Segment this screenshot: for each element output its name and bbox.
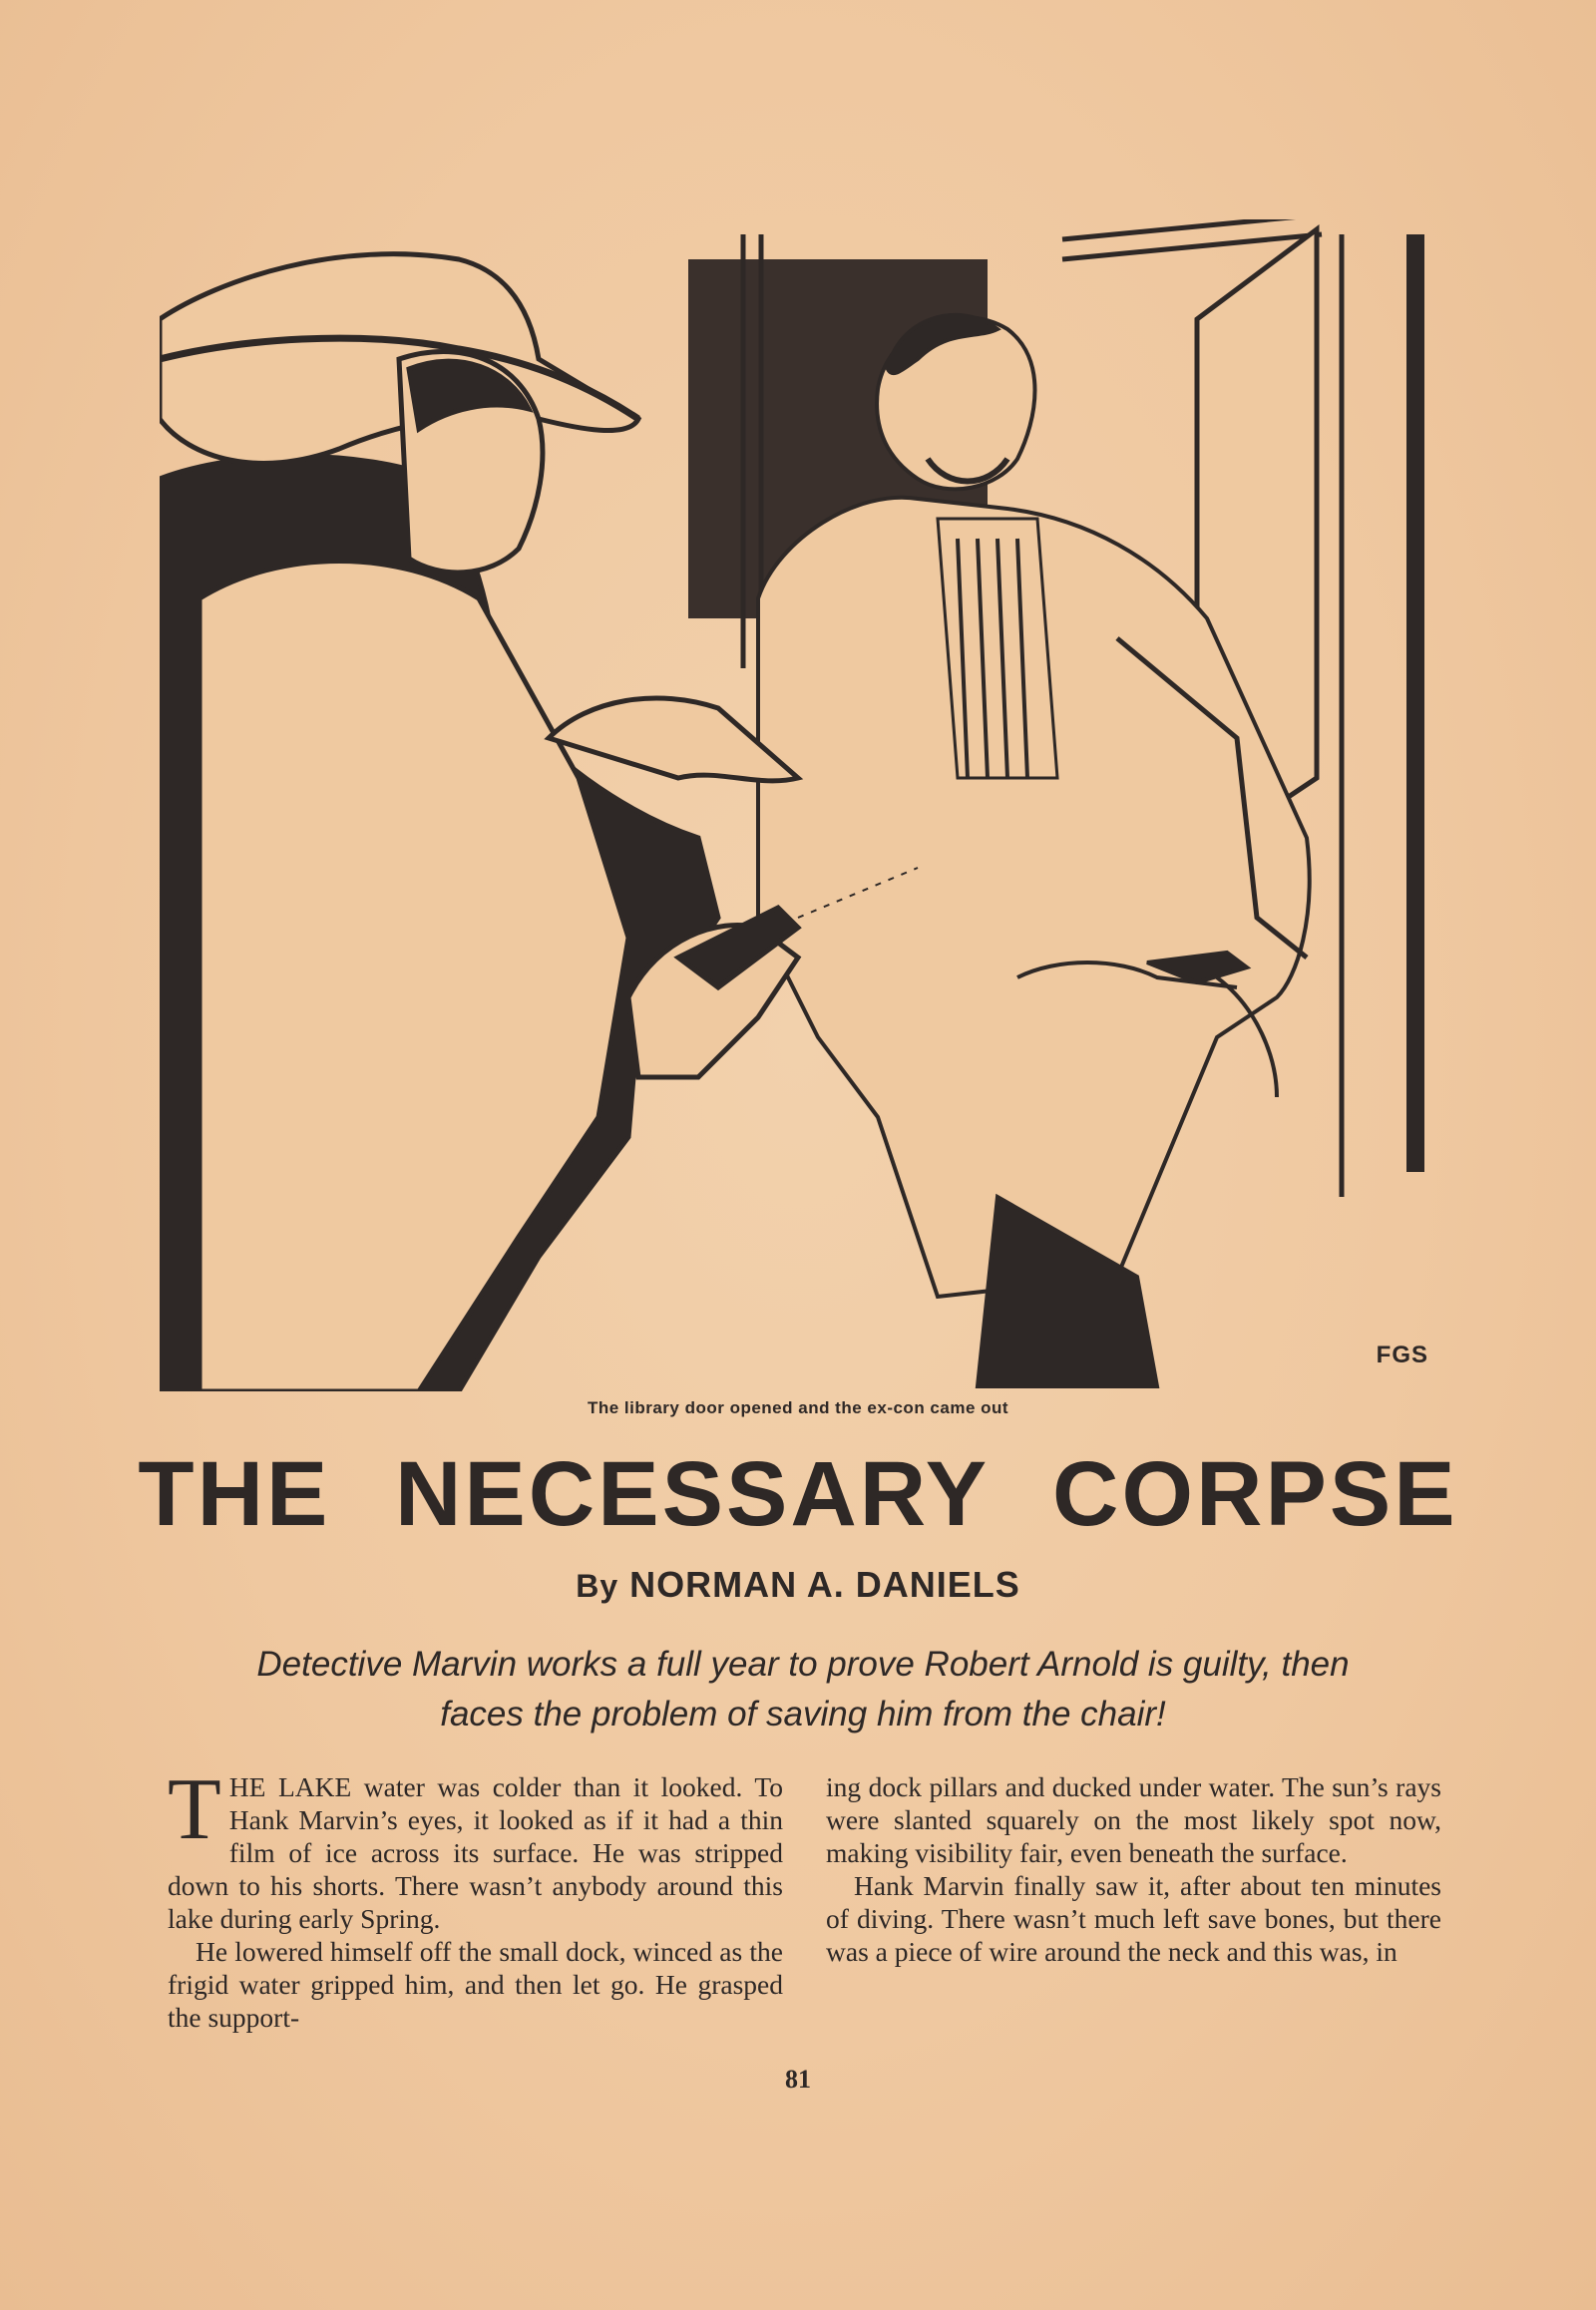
page-number: 81: [785, 2065, 811, 2094]
body-text: [168, 1761, 1441, 2060]
paragraph: Hank Marvin finally saw it, after about ten minutes of diving. There wasn’t much left save bones, but there was a piece of wire around the neck and this was, in: [826, 1870, 1441, 1967]
paragraph: He lowered himself off the small dock, winced as the frigid water gripped him, and then let go. He grasped the support-: [168, 1936, 783, 2033]
story-title: THE NECESSARY CORPSE: [138, 1443, 1458, 1545]
text-column-right: [826, 1770, 1441, 2060]
story-subhead: Detective Marvin works a full year to prove Robert Arnold is guilty, then faces the problem of saving him from the chair!: [256, 1645, 1350, 1733]
paragraph: ing dock pillars and ducked under water. The sun’s rays were slanted squarely on the most likely spot now, making visibility fair, even beneath the surface.: [826, 1771, 1441, 1868]
paragraph-text: water was colder than it looked. To Hank Marvin’s eyes, it looked as if it had a thin film of ice across its surface. He was stripped down to his shorts. There wasn’t anybody around this lake during early Spring.: [168, 1771, 783, 1934]
illustration-caption: The library door opened and the ex-con came out: [587, 1398, 1009, 1417]
drop-cap: T: [168, 1761, 221, 1858]
artist-signature: FGS: [1376, 1342, 1428, 1368]
text-column-left: [168, 1761, 783, 2060]
lead-in: HE LAKE: [228, 1771, 352, 1802]
gunfight-illustration: [160, 219, 1446, 1391]
byline-prefix: By: [576, 1568, 619, 1604]
author-name: NORMAN A. DANIELS: [629, 1564, 1020, 1605]
paragraph: [168, 1761, 783, 1935]
byline: [0, 1564, 1596, 1606]
illustration-drawing: [160, 219, 1446, 1391]
